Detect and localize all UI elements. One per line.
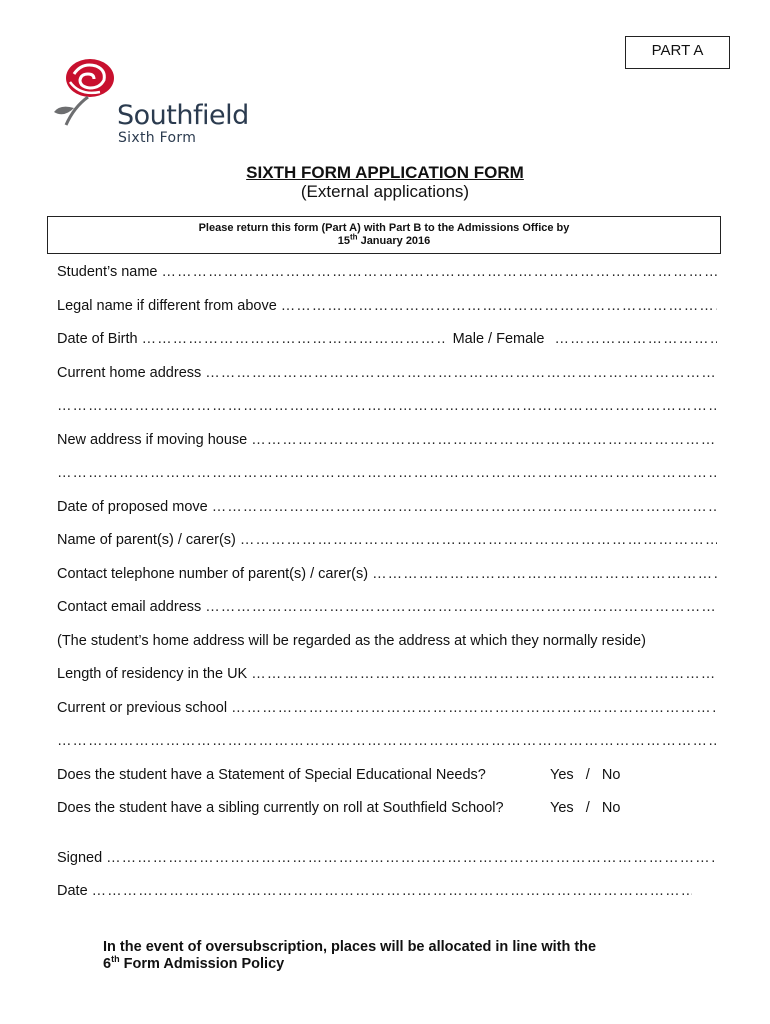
notice-date-rest: January 2016: [357, 235, 431, 247]
parent-phone-label: Contact telephone number of parent(s) / carer(s): [57, 565, 369, 582]
logo-name: Southfield: [117, 100, 249, 131]
move-date-field[interactable]: [57, 499, 717, 533]
home-address-blank[interactable]: [201, 365, 717, 381]
sen-question-row: [57, 767, 717, 801]
sen-question-label: Does the student have a Statement of Special Educational Needs?: [57, 766, 486, 783]
dob-blank[interactable]: [138, 331, 447, 347]
sibling-question-row: [57, 800, 717, 834]
move-date-blank[interactable]: [208, 499, 717, 515]
signature-spacer: [57, 834, 717, 850]
parent-names-blank[interactable]: [236, 532, 717, 548]
notice-day-suffix: th: [349, 232, 358, 242]
new-address-blank-2[interactable]: [57, 465, 717, 481]
new-address-field[interactable]: [57, 432, 717, 466]
residency-label: Length of residency in the UK: [57, 666, 248, 682]
new-address-blank[interactable]: [247, 432, 717, 448]
footer-line-1: In the event of oversubscription, places will be allocated in line with the: [103, 939, 597, 955]
signed-field[interactable]: [57, 850, 717, 884]
student-name-label: Student’s name: [57, 264, 158, 280]
school-blank-2[interactable]: [57, 733, 717, 749]
parent-names-field[interactable]: [57, 532, 717, 566]
school-line-2[interactable]: [57, 733, 717, 767]
date-field[interactable]: [57, 883, 717, 917]
home-address-blank-2[interactable]: [57, 398, 717, 414]
notice-day: 15: [337, 235, 350, 247]
notice-line-1: Please return this form (Part A) with Part B to the Admissions Office by: [198, 222, 570, 234]
footer-num-suffix: th: [111, 954, 120, 965]
dob-label: Date of Birth: [57, 331, 138, 347]
footer-num: 6: [103, 956, 112, 972]
email-field[interactable]: [57, 599, 717, 633]
signed-blank[interactable]: [102, 850, 717, 866]
gender-blank[interactable]: [550, 331, 717, 347]
sibling-question-label: Does the student have a sibling currently on roll at Southfield School?: [57, 800, 504, 816]
school-label: Current or previous school: [57, 699, 228, 716]
gender-label: Male / Female: [452, 331, 545, 347]
footer-line-2: [103, 956, 663, 973]
oversubscription-note: [103, 939, 663, 973]
application-fields: [57, 264, 717, 917]
notice-line-2: [48, 232, 720, 248]
school-blank[interactable]: [227, 700, 717, 716]
signed-label: Signed: [57, 849, 103, 866]
school-field[interactable]: [57, 700, 717, 734]
legal-name-field[interactable]: [57, 298, 717, 332]
home-address-line-2[interactable]: [57, 398, 717, 432]
student-name-blank[interactable]: [158, 264, 718, 280]
dob-field[interactable]: [57, 331, 717, 365]
sen-yes-no[interactable]: Yes / No: [550, 766, 621, 783]
logo-subtitle: Sixth Form: [118, 130, 197, 146]
legal-name-label: Legal name if different from above: [57, 297, 277, 314]
new-address-label: New address if moving house: [57, 431, 248, 448]
residency-field[interactable]: [57, 666, 717, 700]
residence-note: [57, 633, 717, 667]
form-subtitle: (External applications): [300, 182, 470, 201]
return-notice: [47, 216, 721, 254]
home-address-label: Current home address: [57, 364, 202, 381]
residency-blank[interactable]: [247, 666, 717, 682]
residence-note-text: (The student’s home address will be regarded as the address at which they normally reside): [57, 632, 646, 649]
student-name-field[interactable]: [57, 264, 717, 298]
parent-phone-field[interactable]: [57, 566, 717, 600]
rose-icon: [52, 56, 122, 128]
email-label: Contact email address: [57, 599, 202, 615]
footer-line-2-rest: Form Admission Policy: [119, 956, 285, 972]
sibling-yes-no[interactable]: Yes / No: [550, 800, 621, 816]
legal-name-blank[interactable]: [277, 298, 717, 314]
parent-phone-blank[interactable]: [368, 566, 717, 582]
home-address-field[interactable]: [57, 365, 717, 399]
date-blank[interactable]: [88, 883, 692, 899]
move-date-label: Date of proposed move: [57, 498, 208, 515]
part-label: PART A: [625, 36, 730, 69]
form-title: SIXTH FORM APPLICATION FORM: [246, 163, 524, 182]
date-label: Date: [57, 883, 88, 899]
new-address-line-2[interactable]: [57, 465, 717, 499]
parent-names-label: Name of parent(s) / carer(s): [57, 532, 236, 548]
email-blank[interactable]: [201, 599, 717, 615]
school-logo: [52, 56, 252, 152]
